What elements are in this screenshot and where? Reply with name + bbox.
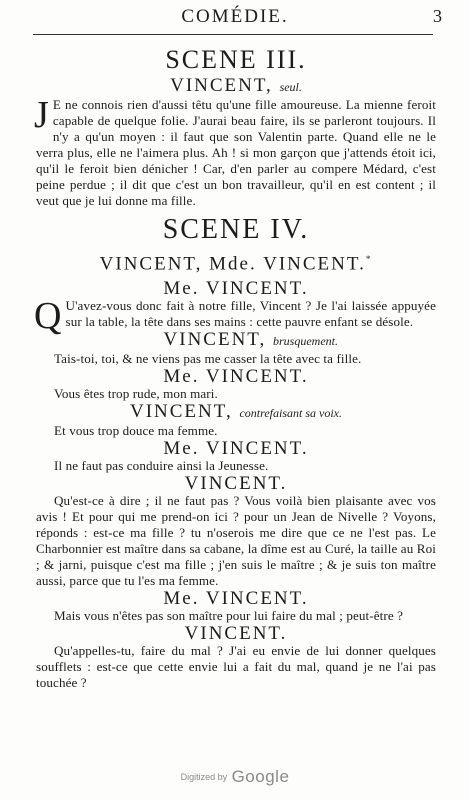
drop-cap: J bbox=[34, 94, 49, 136]
speaker-name: VINCENT. bbox=[184, 623, 288, 645]
dialogue-text: U'avez-vous donc fait à notre fille, Vincent ? Je l'ai laissée appuyée sur la table, la tête dans ses mains : cette pauvre enfant se désole. bbox=[65, 298, 436, 330]
scene-4-title: SCENE IV. bbox=[162, 214, 310, 245]
stage-direction: seul. bbox=[279, 80, 302, 94]
speaker-heading bbox=[36, 279, 436, 298]
dialogue-line: Vous êtes trop rude, mon mari. bbox=[54, 386, 218, 402]
dialogue-line bbox=[34, 295, 436, 338]
digitization-watermark bbox=[0, 767, 470, 787]
drop-cap: Q bbox=[34, 295, 62, 338]
stage-direction: contrefaisant sa voix. bbox=[239, 406, 342, 421]
speaker-heading bbox=[36, 474, 436, 493]
monologue-text: E ne connois rien d'aussi têtu qu'une fille amoureuse. La mienne feroit capable de quelque folie. J'aurai beau faire, ils se parleront toujours. Il n'y a qu'un moyen : il faut que son Valentin parte. Quand elle ne le verra plus, elle ne l'aimera plus. Ah ! si mon garçon que j'attends étoit ici, qu'il le feroit bien dénicher ! Car, d'en parler au compere Médard, c'est peine perdue ; il dit que c'est un bon travailleur, qu'il en est content ; il veut que je lui donne ma fille. bbox=[36, 97, 436, 208]
page-number: 3 bbox=[433, 6, 442, 26]
speaker-heading bbox=[36, 330, 436, 351]
speaker-name: Me. VINCENT. bbox=[163, 438, 309, 460]
speaker-name: VINCENT. bbox=[184, 473, 288, 495]
dialogue-line: Qu'est-ce à dire ; il ne faut pas ? Vous voilà bien plaisante avec vos avis ! Et pour qui me prend-on ici ? pour un Jean de Nivelle ? Voyons, réponds : est-ce ma fille ? tu n'oserois me dire que ce ne l'est pas. Le Charbonnier est maître dans sa cabane, la dîme est au Curé, la taille au Roi ; & jarni, puisque c'est ma fille ; j'en suis le maître ; & je suis ton maître aussi, parce que tu l'es ma femme. bbox=[36, 493, 436, 589]
speaker-name: Me. VINCENT. bbox=[163, 588, 309, 610]
running-title: COMÉDIE. bbox=[181, 6, 289, 27]
speaker-heading bbox=[36, 367, 436, 386]
digitized-by-label: Digitized by bbox=[180, 772, 228, 782]
header-rule bbox=[33, 34, 433, 35]
dialogue-line: Tais-toi, toi, & ne viens pas me casser la tête avec ta fille. bbox=[54, 351, 362, 367]
speaker-name: VINCENT, bbox=[163, 329, 267, 351]
speaker-name: VINCENT, bbox=[129, 401, 233, 423]
speaker-name: VINCENT, bbox=[170, 75, 273, 96]
speaker-heading bbox=[36, 439, 436, 458]
scene-3-monologue bbox=[34, 94, 436, 209]
running-head bbox=[0, 6, 470, 32]
cast-footnote-mark: * bbox=[365, 254, 373, 264]
scene-3-title: SCENE III. bbox=[165, 45, 307, 74]
dialogue-line: Qu'appelles-tu, faire du mal ? J'ai eu envie de lui donner quelques soufflets : est-ce que cette envie lui a fait du mal, quand je ne l'ai pas touchée ? bbox=[36, 643, 436, 691]
dialogue-line: Et vous trop douce ma femme. bbox=[54, 423, 218, 439]
scene-3-speaker-heading bbox=[36, 76, 436, 97]
speaker-heading bbox=[36, 624, 436, 643]
dialogue-line: Il ne faut pas conduire ainsi la Jeunesse. bbox=[54, 458, 269, 474]
speaker-heading bbox=[36, 402, 436, 423]
speaker-name: Me. VINCENT. bbox=[163, 278, 309, 300]
scene-4-cast bbox=[36, 248, 436, 275]
dialogue-line: Mais vous n'êtes pas son maître pour lui faire du mal ; peut-être ? bbox=[54, 608, 404, 624]
speaker-name: Me. VINCENT. bbox=[163, 366, 309, 388]
cast-list: VINCENT, Mde. VINCENT. bbox=[99, 253, 366, 275]
stage-direction: brusquement. bbox=[273, 334, 338, 349]
page-body bbox=[36, 47, 436, 691]
google-logo: Google bbox=[231, 767, 290, 786]
speaker-heading bbox=[36, 589, 436, 608]
